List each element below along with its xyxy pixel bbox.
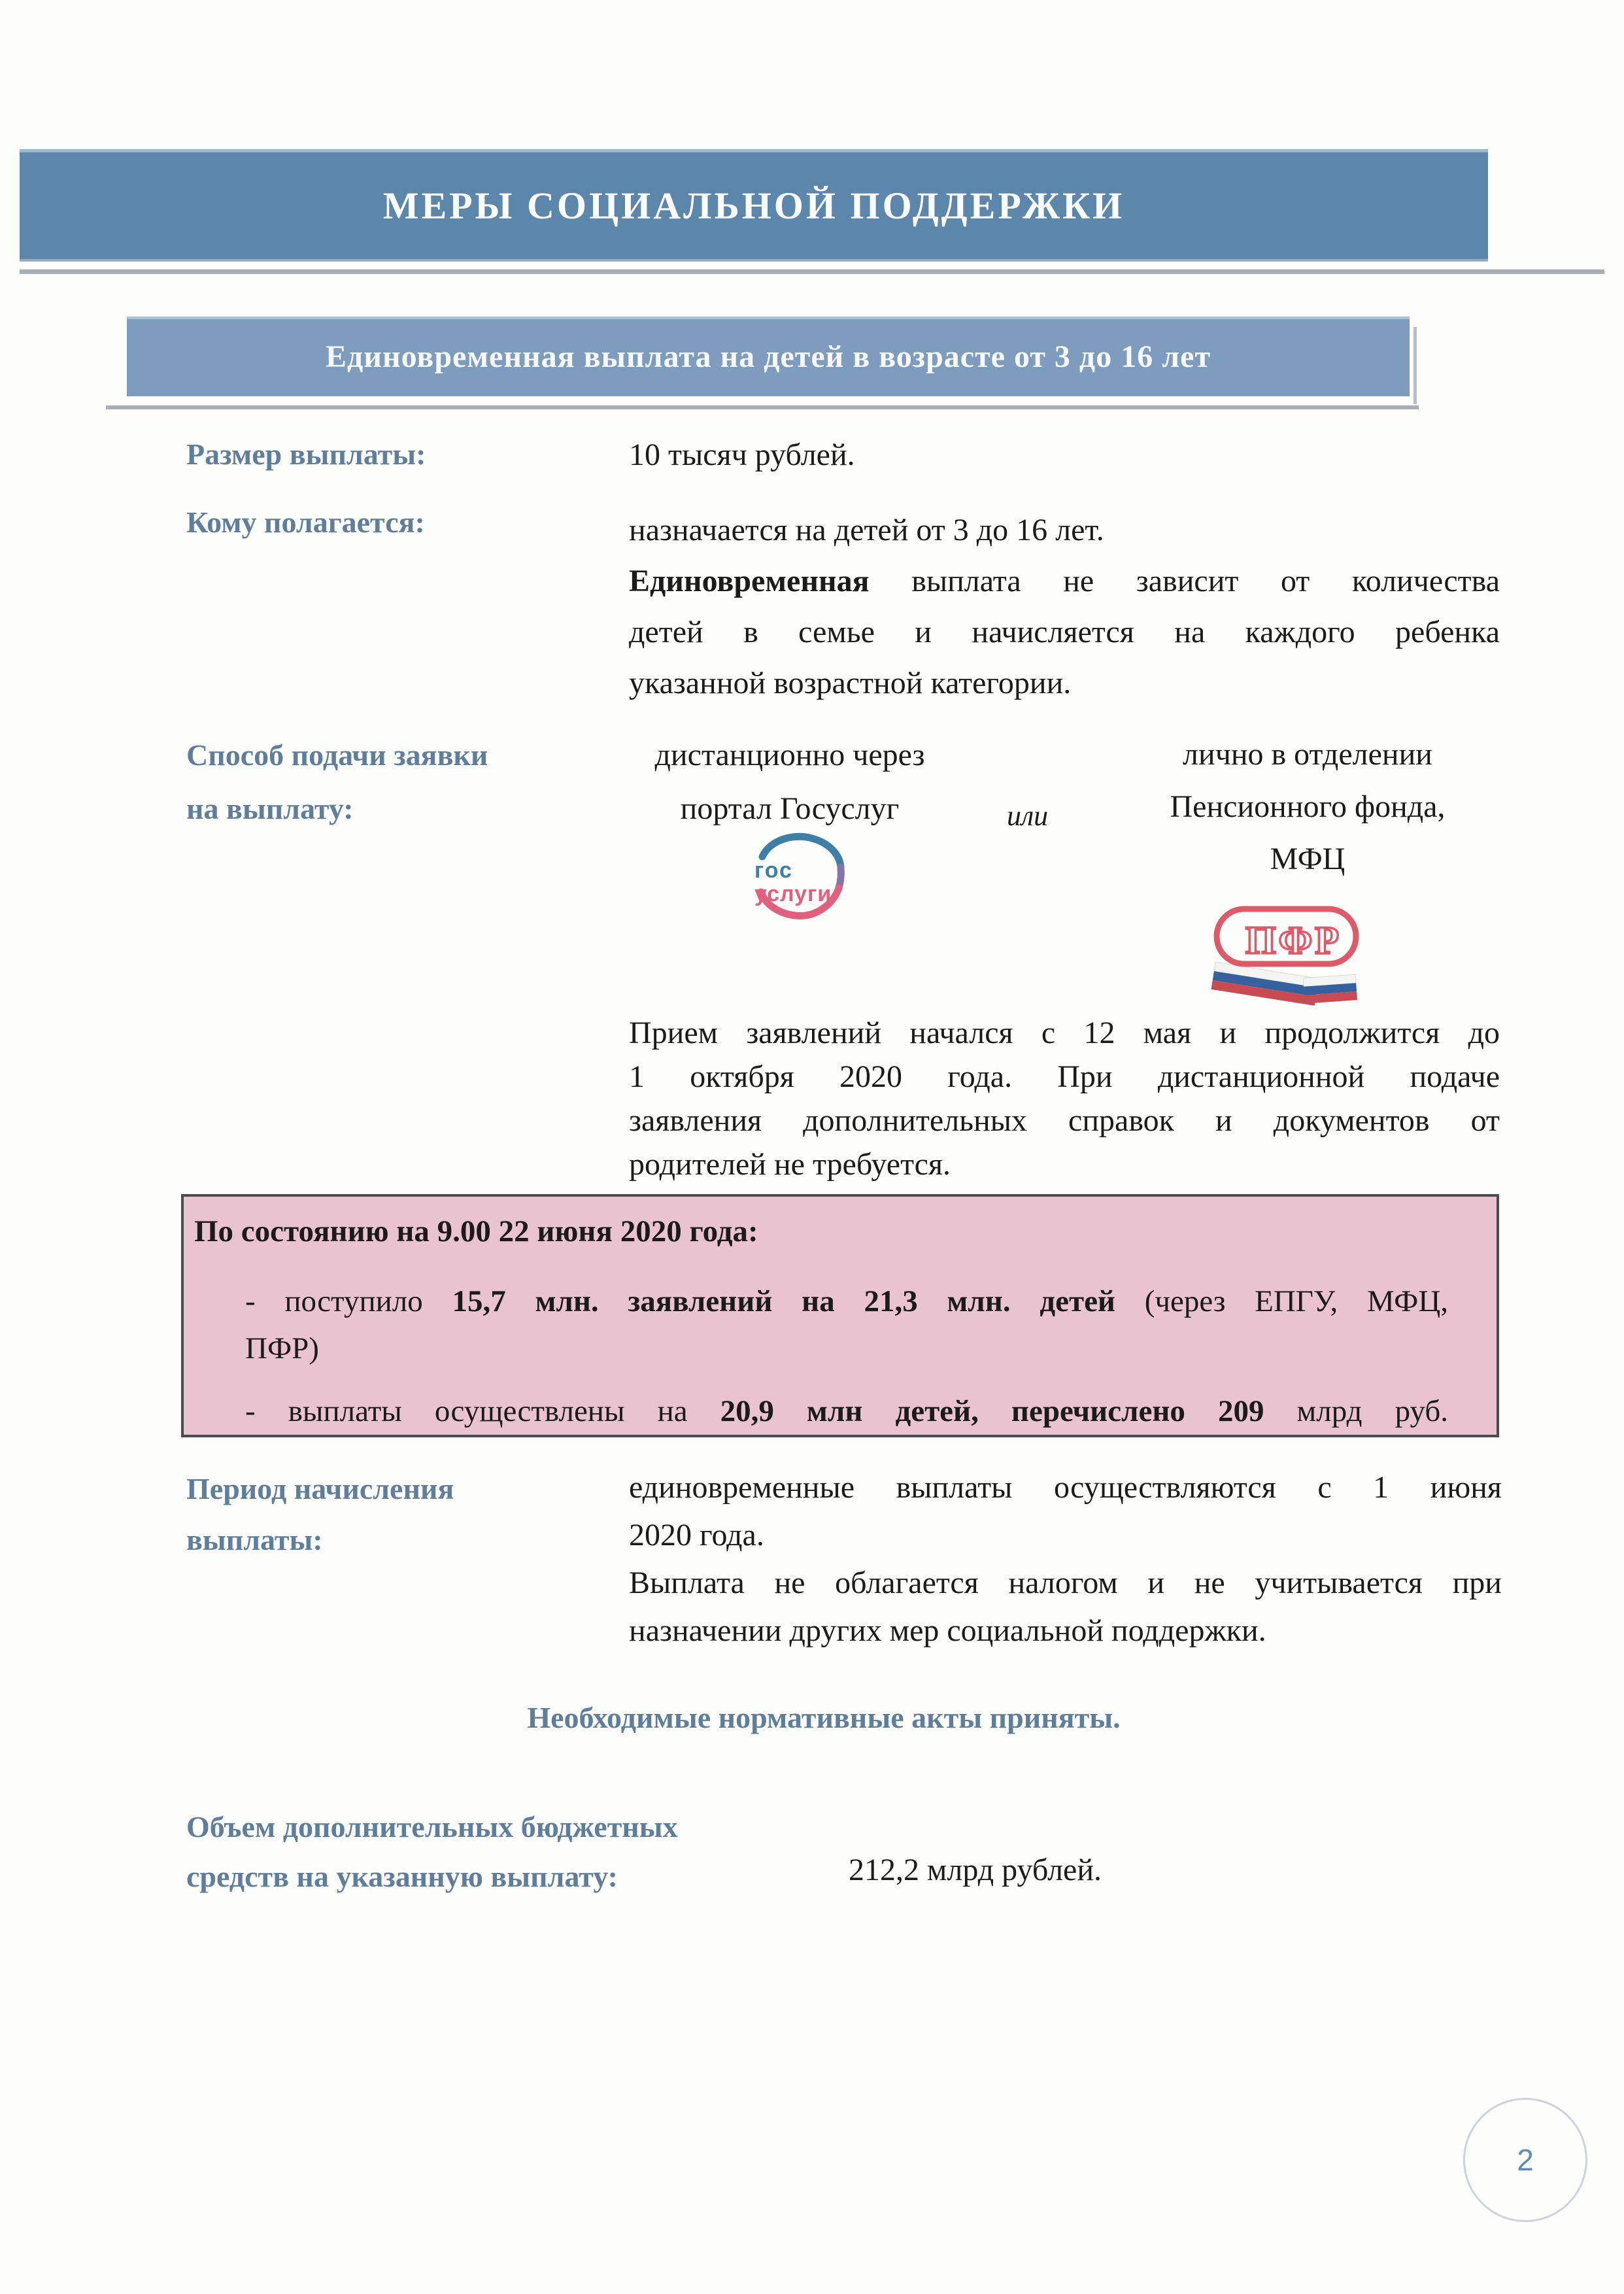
application-inperson-line-3: МФЦ: [1270, 842, 1345, 876]
eligibility-line-2-rest: выплата не зависит от количества: [869, 564, 1500, 598]
budget-label: [186, 1802, 678, 1902]
application-method-label-line-2: на выплату:: [186, 792, 354, 825]
intake-paragraph: [629, 1011, 1500, 1186]
eligibility-label: Кому полагается:: [186, 505, 425, 539]
pfr-logo: [1200, 904, 1373, 1018]
budget-label-line-2: средств на указанную выплату:: [186, 1860, 618, 1893]
intake-line-2: 1 октября 2020 года. При дистанционной подаче: [629, 1059, 1500, 1094]
gosuslugi-logo: [731, 829, 855, 933]
budget-label-line-1: Объем дополнительных бюджетных: [186, 1810, 678, 1843]
status-item-1-suffix: (через ЕПГУ, МФЦ,: [1115, 1284, 1449, 1318]
application-option-inperson: [1111, 728, 1504, 885]
application-method-label: [186, 728, 488, 836]
status-box-item-2: [245, 1388, 1448, 1435]
pfr-icon: [1200, 904, 1373, 1018]
sub-header-shadow: [1413, 327, 1417, 404]
application-remote-line-1: дистанционно через: [654, 738, 925, 772]
status-item-2-suffix: млрд руб.: [1264, 1394, 1448, 1428]
eligibility-bold-word: Единовременная: [629, 564, 870, 598]
period-line-1: единовременные выплаты осуществляются с 1 июня: [629, 1470, 1502, 1505]
application-option-remote: [629, 728, 951, 836]
period-line-3: Выплата не облагается налогом и не учитывается при: [629, 1566, 1502, 1600]
application-inperson-line-1: лично в отделении: [1183, 737, 1432, 772]
status-item-1-line-1: [245, 1278, 1448, 1325]
period-value: [629, 1464, 1502, 1654]
regulatory-note: Необходимые нормативные акты приняты.: [527, 1701, 1121, 1734]
page-number-badge: [1463, 2098, 1587, 2222]
eligibility-value: [629, 505, 1500, 709]
status-box: [181, 1194, 1499, 1437]
gosuslugi-icon: [731, 829, 855, 933]
application-inperson-line-2: Пенсионного фонда,: [1170, 789, 1446, 824]
intake-line-4: родителей не требуется.: [629, 1147, 951, 1182]
period-label-line-1: Период начисления: [186, 1472, 454, 1505]
period-line-2: 2020 года.: [629, 1518, 764, 1552]
intake-line-3: заявления дополнительных справок и документов от: [629, 1103, 1500, 1138]
payment-size-label: Размер выплаты:: [186, 437, 426, 471]
period-label: [186, 1464, 454, 1566]
pfr-letters: ПФР: [1245, 919, 1342, 962]
status-item-1-line-2: ПФР): [245, 1331, 319, 1365]
application-method-label-line-1: Способ подачи заявки: [186, 738, 488, 772]
divider-line-top: [20, 269, 1604, 274]
status-item-2-bold: 20,9 млн детей, перечислено 209: [720, 1394, 1264, 1428]
status-box-title: По состоянию на 9.00 22 июня 2020 года:: [194, 1214, 758, 1248]
page-title: МЕРЫ СОЦИАЛЬНОЙ ПОДДЕРЖКИ: [382, 184, 1125, 227]
intake-line-1: Прием заявлений начался с 12 мая и продолжится до: [629, 1016, 1500, 1050]
eligibility-line-1: назначается на детей от 3 до 16 лет.: [629, 513, 1104, 547]
divider-line-sub: [106, 405, 1419, 409]
main-header-band: [20, 149, 1488, 262]
eligibility-line-2: [629, 556, 1500, 607]
page-number: 2: [1517, 2143, 1534, 2177]
status-item-1-prefix: - поступило: [245, 1284, 452, 1318]
eligibility-line-3: детей в семье и начисляется на каждого ребенка: [629, 615, 1500, 649]
period-label-line-2: выплаты:: [186, 1523, 323, 1556]
application-remote-line-2: портал Госуслуг: [680, 791, 900, 826]
status-item-1-bold: 15,7 млн. заявлений на 21,3 млн. детей: [452, 1284, 1116, 1318]
eligibility-line-4: указанной возрастной категории.: [629, 666, 1072, 700]
payment-size-value: 10 тысяч рублей.: [629, 437, 855, 472]
status-box-item-1: [245, 1278, 1448, 1372]
gosuslugi-text-line-1: гос: [754, 858, 793, 883]
status-item-2-prefix: - выплаты осуществлены на: [245, 1394, 720, 1428]
sub-header-band: [127, 317, 1410, 396]
budget-value: 212,2 млрд рублей.: [849, 1853, 1102, 1887]
gosuslugi-text-line-2: услуги: [754, 882, 832, 906]
section-title: Единовременная выплата на детей в возрасте от 3 до 16 лет: [325, 339, 1211, 374]
period-line-4: назначении других мер социальной поддержки.: [629, 1613, 1266, 1648]
or-separator: или: [1007, 800, 1049, 832]
